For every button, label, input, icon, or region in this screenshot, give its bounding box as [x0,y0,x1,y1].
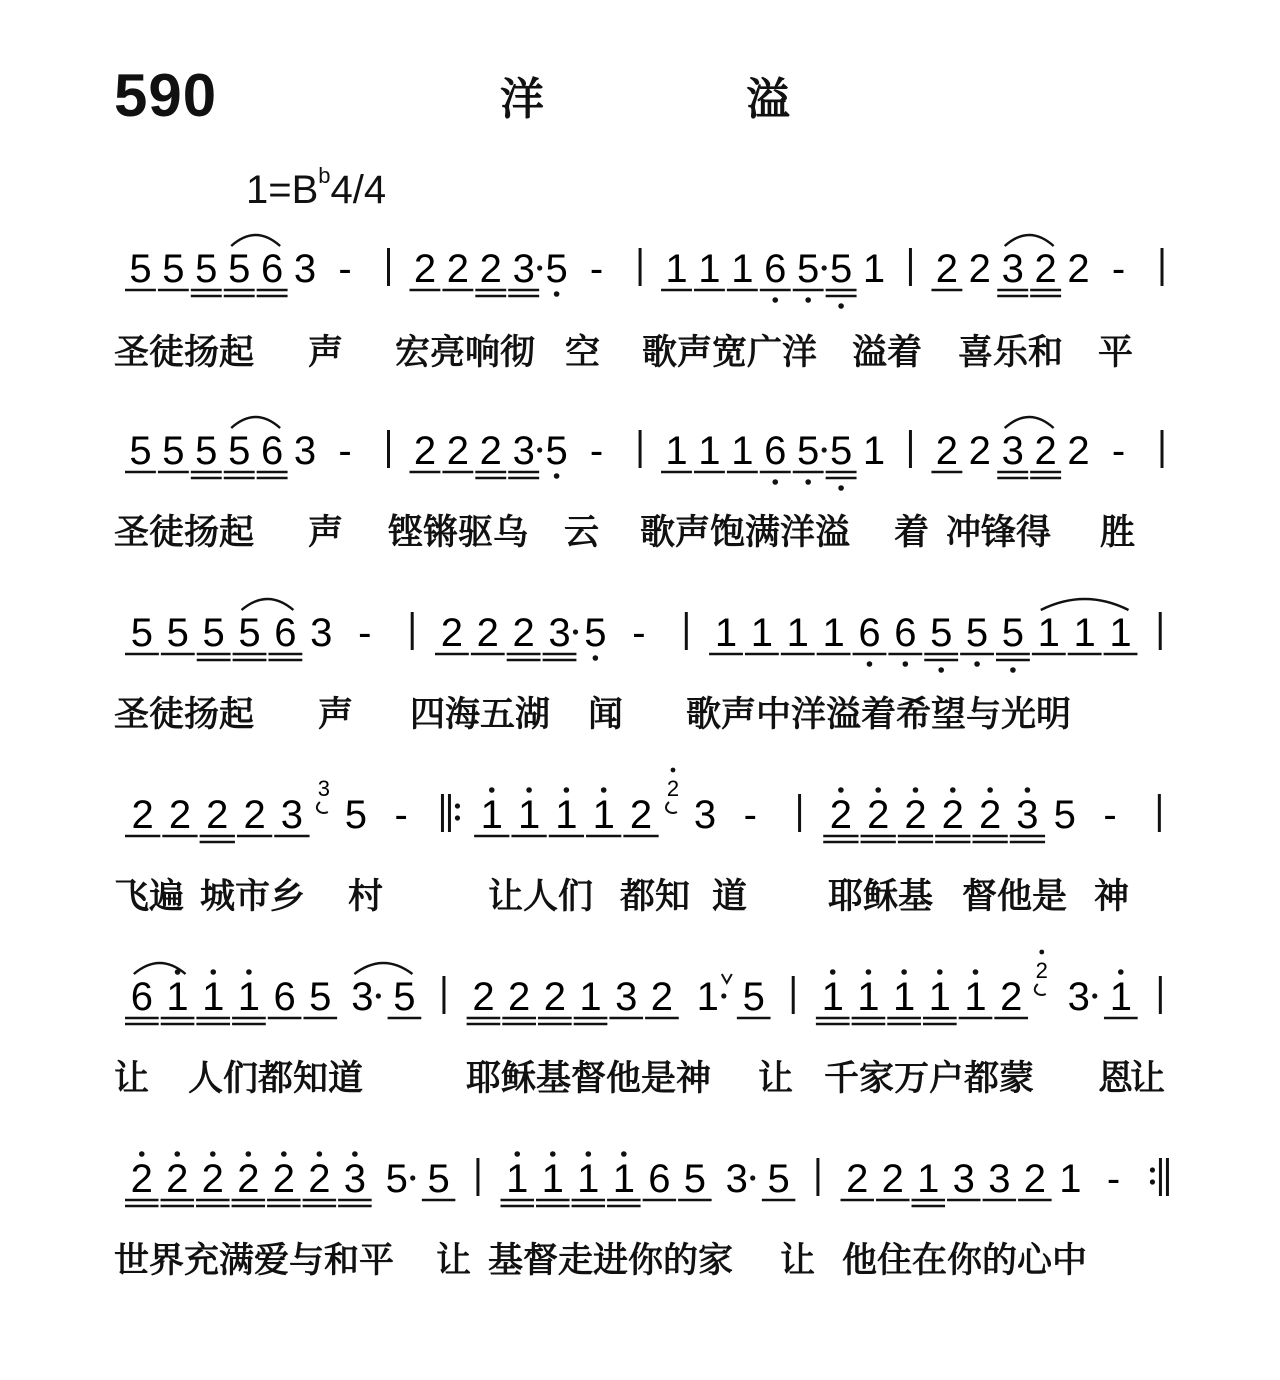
octave-high-dot [937,969,943,975]
note: 5 [129,247,152,291]
note: 5 [166,611,189,655]
note: 1 [731,429,754,473]
note: 2 [829,793,853,837]
octave-high-dot [1118,969,1124,975]
note: 1 [857,975,880,1019]
duration-dot [721,993,726,998]
octave-low-dot [772,297,778,303]
slur [231,235,280,246]
note: 2 [446,429,469,473]
lyric: 歌声饱满洋溢 [640,513,851,553]
octave-low-dot [867,661,873,667]
lyric: 城市乡 [200,877,306,917]
duration-dot [376,993,381,998]
note: 2 [272,1157,295,1201]
lyric: 声 [308,513,344,553]
note: 2 [629,793,653,837]
repeat-dot [1150,1167,1155,1172]
note: 2 [846,1157,869,1201]
lyric: 基督走进你的家 [488,1241,734,1281]
octave-low-dot [838,303,844,309]
note: 1 [1109,975,1132,1019]
lyric: 铿锵驱乌 [388,513,529,553]
octave-high-dot [210,1151,216,1157]
note: 5 [309,975,332,1019]
note: 1 [555,793,578,837]
lyric: 声 [318,695,354,735]
octave-high-dot [950,787,956,793]
song-number: 590 [114,62,218,129]
lyric: 空 [565,333,601,373]
octave-high-dot [489,787,495,793]
lyric: 飞遍 [114,877,185,917]
note: 2 [968,429,991,473]
note: 6 [273,975,296,1019]
note: 3 [1001,247,1024,291]
note: 6 [894,611,917,655]
dash: - [358,611,372,655]
note: 5 [228,429,251,473]
note: 1 [698,247,721,291]
note: 2 [440,611,464,655]
note: 1 [1109,611,1132,655]
note: 3 [548,611,571,655]
note: 5 [344,793,367,837]
note: 5 [767,1157,790,1201]
duration-dot [822,447,827,452]
note: 3 [1067,975,1090,1019]
octave-high-dot [1025,787,1031,793]
lyric: 让 [780,1241,816,1281]
note: 5 [930,611,953,655]
grace-high-dot [1039,950,1044,955]
note: 2 [1034,247,1057,291]
note: 2 [968,247,991,291]
note: 2 [479,247,502,291]
grace-note: 2 [666,776,680,801]
octave-high-dot [246,969,252,975]
key-flat: b [318,162,331,188]
note: 1 [964,975,987,1019]
slur [354,963,412,974]
note: 2 [650,975,674,1019]
note: 2 [479,429,502,473]
grace-tie [666,802,677,813]
note: 5 [393,975,416,1019]
note: 1 [892,975,916,1019]
slur [1005,417,1054,428]
octave-high-dot [601,787,607,793]
duration-dot [537,265,542,270]
note: 2 [935,429,959,473]
lyric: 胜 [1100,513,1136,553]
repeat-dot [1150,1179,1155,1184]
note: 1 [577,1157,600,1201]
note: 2 [881,1157,904,1201]
note: 1 [786,611,809,655]
repeat-dot [455,803,460,808]
note: 2 [476,611,499,655]
note: 1 [665,247,688,291]
note: 3 [615,975,638,1019]
lyric: 让 [758,1059,794,1099]
note: 3 [1001,429,1024,473]
note: 1 [862,429,886,473]
note: 1 [1037,611,1060,655]
note: 6 [260,429,284,473]
note: 2 [935,247,959,291]
note: 5 [202,611,225,655]
note: 5 [797,429,820,473]
octave-high-dot [174,1151,180,1157]
note: 3 [1016,793,1039,837]
note: 1 [714,611,738,655]
lyric: 闻 [588,695,624,735]
note: 5 [427,1157,450,1201]
octave-low-dot [805,479,811,485]
note: 6 [130,975,153,1019]
grace-high-dot [671,768,676,773]
octave-high-dot [139,1151,145,1157]
note: 2 [130,1157,153,1201]
octave-high-dot [987,787,993,793]
octave-high-dot [210,969,216,975]
dash: - [1111,247,1126,291]
lyric: 千家万户都蒙 [824,1059,1035,1099]
octave-low-dot [554,473,560,479]
octave-low-dot [805,297,811,303]
octave-high-dot [514,1151,520,1157]
note: 2 [243,793,266,837]
note: 3 [310,611,333,655]
note: 1 [592,793,615,837]
dash: - [338,429,352,473]
lyric: 圣徒扬起 [114,333,255,373]
note: 3 [351,975,374,1019]
lyric: 让 [114,1059,150,1099]
note: 3 [343,1157,367,1201]
octave-high-dot [866,969,872,975]
note: 5 [195,429,218,473]
lyric: 耶稣基 [828,877,934,917]
note: 2 [237,1157,260,1201]
note: 2 [413,429,437,473]
duration-dot [822,265,827,270]
title-char-2: 溢 [746,74,790,125]
note: 5 [545,247,568,291]
note: 1 [731,247,754,291]
note: 3 [293,247,317,291]
duration-dot [537,447,542,452]
note: 1 [202,975,225,1019]
note: 5 [162,247,185,291]
note: 1 [928,975,951,1019]
note: 2 [206,793,229,837]
note: 2 [867,793,890,837]
note: 3 [952,1157,975,1201]
note: 2 [166,1157,189,1201]
note: 5 [129,429,152,473]
note: 1 [506,1157,529,1201]
note: 6 [858,611,881,655]
lyric: 圣徒扬起 [114,513,255,553]
note: 1 [579,975,602,1019]
slur [231,417,280,428]
note: 2 [413,247,437,291]
dash: - [589,429,604,473]
note: 3 [988,1157,1011,1201]
note: 1 [750,611,773,655]
lyric: 歌声宽广洋 [642,333,818,373]
slur [242,599,294,610]
octave-high-dot [352,1151,358,1157]
lyric: 宏亮响彻 [395,333,536,373]
note: 2 [131,793,154,837]
note: 5 [584,611,607,655]
note: 6 [274,611,297,655]
octave-high-dot [550,1151,556,1157]
dash: - [743,793,757,837]
note: 5 [829,429,853,473]
note: 5 [545,429,568,473]
repeat-dot [455,815,460,820]
note: 5 [162,429,185,473]
note: 1 [696,975,719,1019]
note: 5 [797,247,820,291]
note: 1 [822,611,845,655]
note: 6 [260,247,284,291]
lyric: 恩 [1098,1059,1134,1099]
note: 5 [683,1157,706,1201]
octave-high-dot [830,969,836,975]
grace-tie [1035,984,1046,995]
octave-low-dot [974,661,980,667]
note: 5 [829,247,853,291]
octave-low-dot [772,479,778,485]
note: 2 [1000,975,1023,1019]
lyric: 声 [308,333,344,373]
lyric: 让人们 [488,877,594,917]
slur [1041,599,1129,610]
lyric: 神 [1094,877,1130,917]
dash: - [1106,1157,1121,1201]
duration-dot [410,1175,415,1180]
octave-high-dot [875,787,881,793]
octave-high-dot [913,787,919,793]
lyric: 道 [712,877,748,917]
note: 2 [201,1157,224,1201]
note: 3 [693,793,717,837]
note: 2 [1067,429,1090,473]
lyric: 都知 [620,877,691,917]
note: 1 [665,429,688,473]
note: 2 [512,611,535,655]
octave-high-dot [621,1151,627,1157]
dash: - [394,793,408,837]
octave-low-dot [938,667,944,673]
slur [1005,235,1054,246]
dash: - [1111,429,1126,473]
note: 1 [698,429,721,473]
note: 1 [237,975,261,1019]
note: 6 [764,429,787,473]
note: 5 [1053,793,1076,837]
breath-mark [722,974,732,983]
title-char-1: 洋 [500,74,544,125]
lyric: 让 [436,1241,472,1281]
note: 3 [725,1157,748,1201]
note: 1 [166,975,189,1019]
note: 2 [168,793,192,837]
octave-high-dot [246,1151,252,1157]
lyric: 冲锋得 [946,513,1052,553]
dash: - [632,611,646,655]
octave-high-dot [564,787,570,793]
note: 5 [742,975,765,1019]
duration-dot [573,629,578,634]
note: 1 [917,1157,940,1201]
duration-dot [1092,993,1097,998]
note: 5 [130,611,154,655]
octave-high-dot [281,1151,287,1157]
note: 3 [293,429,317,473]
note: 2 [1034,429,1057,473]
note: 1 [1059,1157,1082,1201]
grace-tie [317,802,328,813]
lyric: 世界充满爱与和平 [114,1241,395,1281]
octave-high-dot [973,969,979,975]
duration-dot [750,1175,755,1180]
note: 1 [1073,611,1096,655]
dash: - [338,247,352,291]
note: 1 [480,793,503,837]
note: 2 [904,793,927,837]
note: 3 [280,793,304,837]
lyric: 耶稣基督他是神 [466,1059,712,1099]
lyric: 人们都知道 [188,1059,364,1099]
lyric: 歌声中洋溢着希望与光明 [686,695,1072,735]
note: 5 [385,1157,408,1201]
octave-low-dot [554,291,560,297]
note: 3 [512,247,535,291]
lyric: 他住在你的心中 [842,1241,1088,1281]
grace-note: 3 [317,776,330,801]
note: 5 [238,611,261,655]
note: 1 [612,1157,635,1201]
octave-high-dot [317,1151,323,1157]
note: 5 [965,611,989,655]
note: 1 [862,247,886,291]
octave-low-dot [838,485,844,491]
note: 2 [472,975,495,1019]
lyric: 着 [894,513,930,553]
note: 2 [543,975,566,1019]
note: 2 [978,793,1002,837]
octave-low-dot [593,655,599,661]
lyric: 村 [348,877,384,917]
octave-high-dot [526,787,532,793]
octave-high-dot [586,1151,592,1157]
key-tonic: 1=B [246,168,319,212]
note: 3 [512,429,535,473]
note: 1 [541,1157,564,1201]
dash: - [1103,793,1117,837]
note: 2 [508,975,531,1019]
note: 5 [1001,611,1025,655]
octave-low-dot [903,661,909,667]
octave-high-dot [901,969,907,975]
meter: 4/4 [330,168,387,212]
lyric: 云 [564,513,600,553]
note: 5 [195,247,218,291]
note: 2 [941,793,964,837]
octave-low-dot [1010,667,1016,673]
note: 1 [517,793,541,837]
dash: - [589,247,604,291]
lyric: 圣徒扬起 [114,695,255,735]
note: 2 [1067,247,1090,291]
lyric: 让 [1130,1059,1166,1099]
lyric: 溢着 [852,333,923,373]
note: 5 [228,247,251,291]
note: 6 [764,247,787,291]
lyric: 四海五湖 [410,695,551,735]
note: 2 [1023,1157,1046,1201]
octave-high-dot [838,787,844,793]
lyric: 平 [1098,333,1134,373]
note: 1 [821,975,844,1019]
grace-note: 2 [1035,958,1048,983]
note: 6 [648,1157,671,1201]
note: 2 [308,1157,331,1201]
lyric: 督他是 [962,877,1068,917]
lyric: 喜乐和 [958,333,1064,373]
note: 2 [446,247,469,291]
